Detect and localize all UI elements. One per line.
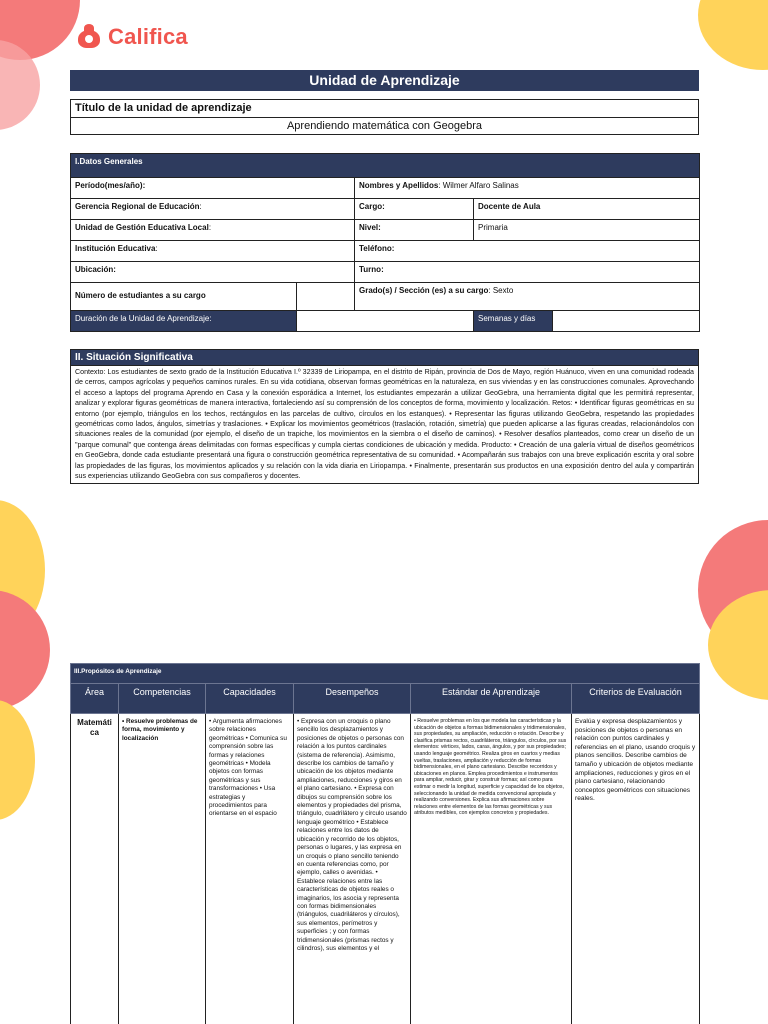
gerencia-colon: : [199, 202, 202, 211]
nombres-label: Nombres y Apellidos [359, 181, 439, 190]
capacidades-cell: • Argumenta afirmaciones sobre relaciones geométricas • Comunica su comprensión sobre las formas y relaciones geométricas • Modela objetos con formas geométricas y sus transformaciones • Usa estrategias y procedimientos para orientarse en el espacio [206, 714, 294, 1024]
column-header: Competencias [119, 684, 206, 714]
cargo-value: Docente de Aula [474, 199, 700, 220]
grado-value: : Sexto [488, 286, 514, 295]
nombres-value: : Wilmer Alfaro Salinas [438, 181, 519, 190]
nivel-label: Nivel: [355, 220, 474, 241]
unit-title-box [70, 99, 699, 135]
table-row [71, 714, 700, 1024]
unit-title-label: Título de la unidad de aprendizaje [71, 100, 698, 118]
ugel-colon: : [208, 223, 212, 232]
section-heading: I.Datos Generales [71, 154, 700, 178]
semanas-label: Semanas y días [474, 311, 553, 332]
ugel-cell [71, 220, 355, 241]
cargo-label: Cargo: [355, 199, 474, 220]
section-heading: III.Propósitos de Aprendizaje [71, 664, 700, 684]
column-header: Estándar de Aprendizaje [411, 684, 572, 714]
duracion-value [297, 311, 474, 332]
gerencia-cell [71, 199, 355, 220]
periodo-label: Período(mes/año): [71, 178, 355, 199]
competencias-cell: • Resuelve problemas de forma, movimiento y localización [119, 714, 206, 1024]
num-estudiantes-label: Número de estudiantes a su cargo [71, 283, 297, 311]
duracion-label: Duración de la Unidad de Aprendizaje: [71, 311, 297, 332]
document-body [70, 70, 699, 484]
grado-cell [355, 283, 700, 311]
situacion-significativa-table [70, 349, 699, 484]
decorative-blob [698, 0, 768, 70]
califica-logo-icon [76, 24, 102, 50]
column-header: Área [71, 684, 119, 714]
ubicacion-label: Ubicación: [71, 262, 355, 283]
brand-logo[interactable] [76, 24, 188, 50]
decorative-blob [0, 590, 50, 710]
column-header: Capacidades [206, 684, 294, 714]
criterios-cell: Evalúa y expresa desplazamientos y posiciones de objetos o personas en relación con puntos cardinales y referencias en el plano, usando croquis y planos sencillos. Describe cambios de tamaño y ubicación de objetos mediante ampliaciones, reducciones y giros en el plano cartesiano, relacionando conceptos geométricos con situaciones reales. [572, 714, 700, 1024]
column-header: Criterios de Evaluación [572, 684, 700, 714]
ugel-label: Unidad de Gestión Educativa Local [75, 223, 209, 232]
grado-label: Grado(s) / Sección (es) a su cargo [359, 286, 489, 295]
semanas-value [553, 311, 700, 332]
telefono-label: Teléfono: [355, 241, 700, 262]
document-title: Unidad de Aprendizaje [70, 70, 699, 91]
propositos-table [70, 663, 700, 1024]
institucion-label: Institución Educativa [75, 244, 156, 253]
estandar-cell: • Resuelve problemas en los que modela las características y la ubicación de objetos a formas bidimensionales y tridimensionales, sus propiedades, su ampliación, reducción o rotación. Describe y clasifica prismas rectos, cuadriláteros, triángulos, círculos, por sus elementos: vértices, lados, caras, ángulos, y por sus propiedades; usando lenguaje geométrico. Realiza giros en cuartos y medias vueltas, traslaciones, ampliación y reducción de formas bidimensionales, en el plano cartesiano. Describe recorridos y ubicaciones en planos. Emplea procedimientos e instrumentos para ampliar, reducir, girar y construir formas; así como para estimar o medir la longitud, superficie y capacidad de los objetos, seleccionando la unidad de medida convencional apropiada y realizando conversiones. Explica sus afirmaciones sobre relaciones entre elementos de las formas geométricas y sus atributos medibles, con ejemplos concretos y propiedades. [411, 714, 572, 1024]
column-header: Desempeños [294, 684, 411, 714]
section-heading: II. Situación Significativa [71, 350, 699, 366]
situacion-text: Contexto: Los estudiantes de sexto grado de la Institución Educativa I.º 32339 de Liriopampa, en el distrito de Ripán, provincia de Dos de Mayo, región Huánuco, viven en una comunidad rodeada de cerros, campos agrícolas y pequeños caminos rurales. En su vida cotidiana, observan formas geométricas en la naturaleza, en sus viviendas y en las construcciones comunales. Aprovechando el acceso a laptops del programa Aprendo en Casa y la conexión esporádica a Internet, los estudiantes empezarán a utilizar GeoGebra, una herramienta digital que les permitirá representar, analizar y explorar figuras geométricas de manera interactiva, fortaleciendo así su comprensión de los conceptos de forma, movimiento y localización. Retos: • Identificar figuras geométricas en su entorno (por ejemplo, triángulos en los techos, rectángulos en las parcelas de cultivo, círculos en los estanques). • Representar las figuras utilizando GeoGebra, respetando las propiedades geométricas como lados, ángulos, simetrías y traslaciones. • Explicar los movimientos geométricos (traslación, rotación, simetría) que pueden aplicarse a las figuras creadas, relacionándolos con situaciones reales de la comunidad (por ejemplo, el diseño de un trapiche, los movimientos en la siembra o el diseño de caminos). • Resolver desafíos planteados, como crear un diseño de un "parque comunal" que contenga áreas delimitadas con formas específicas y cumpla ciertas condiciones de ubicación y medida. Producto: • Creación de una galería virtual de diseños geométricos en GeoGebra, donde cada estudiante presentará una figura o construcción geométrica representativa de su comunidad. • Acompañarán sus trabajos con una breve explicación escrita y oral sobre las propiedades de las figuras, los movimientos aplicados y su relación con la vida diaria en Liriopampa. • Finalmente, presentarán sus productos en una exposición dentro del aula y compartirán sus experiencias utilizando GeoGebra con sus compañeros y docentes. [71, 366, 699, 484]
institucion-cell [71, 241, 355, 262]
decorative-blob [0, 700, 35, 820]
unit-title-value: Aprendiendo matemática con Geogebra [286, 120, 483, 132]
desempenos-cell: • Expresa con un croquis o plano sencillo los desplazamientos y posiciones de objetos o personas con relación a los puntos cardinales (sistema de referencia). Asimismo, describe los cambios de tamaño y ubicación de los objetos mediante ampliaciones, reducciones y giros en el plano cartesiano. • Expresa con dibujos su comprensión sobre los elementos y propiedades del prisma, triángulo, cuadrilátero y círculo usando lenguaje geométrico • Establece relaciones entre los datos de ubicación y recorrido de los objetos, personas o lugares, y las expresa en un croquis o plano sencillo teniendo en cuenta referencias como, por ejemplo, calles o avenidas. • Establece relaciones entre las características de objetos reales o imaginarios, los asocia y representa con formas bidimensionales (triángulos, cuadriláteros y círculos), sus elementos, perímetros y superficies ; y con formas tridimensionales (prismas rectos y cilindros), sus elementos y el [294, 714, 411, 1024]
area-cell: Matemáti ca [71, 714, 119, 1024]
datos-generales-table [70, 153, 700, 332]
institucion-colon: : [155, 244, 158, 253]
nivel-value: Primaria [474, 220, 700, 241]
turno-label: Turno: [355, 262, 700, 283]
brand-name: Califica [108, 24, 188, 49]
num-estudiantes-value [297, 283, 355, 311]
gerencia-label: Gerencia Regional de Educación [75, 202, 200, 211]
nombres-cell [355, 178, 700, 199]
